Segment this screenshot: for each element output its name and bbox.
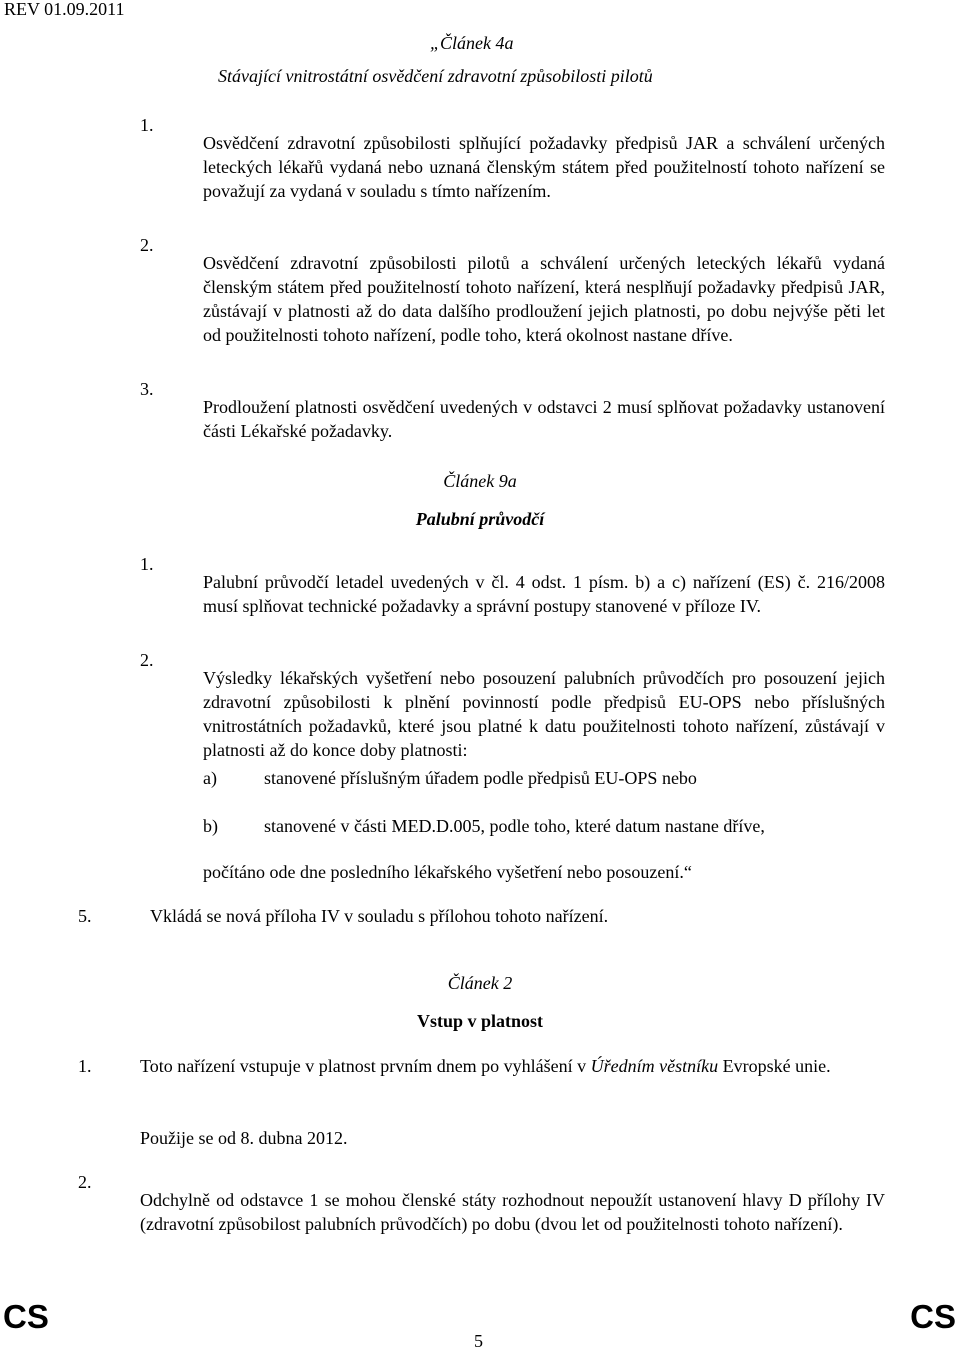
list-item xyxy=(140,113,885,221)
item-body xyxy=(140,1054,885,1078)
list-item xyxy=(78,1170,885,1254)
article-9a-heading: Článek 9a xyxy=(443,471,517,491)
article-2-title: Vstup v platnost xyxy=(416,1011,544,1031)
item-text: Výsledky lékařských vyšetření nebo posouzení palubních průvodčích pro posouzení jejich zdravotní způsobilosti k plnění povinností podle předpisů EU-OPS nebo příslušných vnitrostátních požadavků, které jsou platné k datu použitelnosti tohoto nařízení, zůstávají v platnosti až do konce doby platnosti: xyxy=(203,668,885,760)
list-item xyxy=(78,1054,885,1078)
revision-header: REV 01.09.2011 xyxy=(4,0,125,19)
closing-text: počítáno ode dne posledního lékařského vyšetření nebo posouzení.“ xyxy=(203,862,692,882)
page-number: 5 xyxy=(474,1331,483,1351)
item-text xyxy=(140,1054,885,1078)
list-item xyxy=(140,233,885,365)
item-number: 3. xyxy=(140,379,154,399)
item-text: Vkládá se nová příloha IV v souladu s přílohou tohoto nařízení. xyxy=(150,906,609,926)
list-item xyxy=(140,552,885,636)
item-number: 2. xyxy=(140,650,154,670)
sub-item-letter: b) xyxy=(203,816,218,836)
item-number: 5. xyxy=(78,906,92,926)
item-text-part: Evropské unie. xyxy=(718,1056,831,1076)
applies-from: Použije se od 8. dubna 2012. xyxy=(140,1128,348,1148)
item-number: 2. xyxy=(78,1172,92,1192)
item-number: 2. xyxy=(140,235,154,255)
list-item xyxy=(78,904,885,928)
sub-item-letter: a) xyxy=(203,768,217,788)
item-number: 1. xyxy=(140,554,154,574)
item-text: Osvědčení zdravotní způsobilosti splňující požadavky předpisů JAR a schválení určených leteckých lékařů vydaná nebo uznaná členským státem před použitelností tohoto nařízení se považují za vydaná v souladu s tímto nařízením. xyxy=(203,133,885,201)
item-number: 1. xyxy=(78,1056,92,1076)
language-code-right: CS xyxy=(910,1298,956,1335)
list-item xyxy=(140,377,885,461)
item-text: Odchylně od odstavce 1 se mohou členské státy rozhodnout nepoužít ustanovení hlavy D přílohy IV (zdravotní způsobilost palubních průvodčích) po dobu (dvou let od použitelnosti tohoto nařízení). xyxy=(140,1190,885,1234)
article-9a-title: Palubní průvodčí xyxy=(415,509,545,529)
sub-item-text: stanovené příslušným úřadem podle předpisů EU-OPS nebo xyxy=(264,768,697,788)
item-text-part: Toto nařízení vstupuje v platnost prvním dnem po vyhlášení v xyxy=(140,1056,591,1076)
item-text: Palubní průvodčí letadel uvedených v čl. 4 odst. 1 písm. b) a c) nařízení (ES) č. 216/2008 musí splňovat technické požadavky a správní postupy stanovené v příloze IV. xyxy=(203,572,885,616)
item-number: 1. xyxy=(140,115,154,135)
item-text: Osvědčení zdravotní způsobilosti pilotů a schválení určených leteckých lékařů vydaná členským státem před použitelností tohoto nařízení, která nesplňují požadavky předpisů JAR, zůstávají v platnosti až do data dalšího prodloužení jejich platnosti, po dobu nejvýše pěti let od použitelnosti tohoto nařízení, podle toho, která okolnost nastane dříve. xyxy=(203,253,885,345)
list-item xyxy=(140,648,885,780)
article-2-heading: Článek 2 xyxy=(447,973,513,993)
journal-name: Úředním věstníku xyxy=(590,1056,719,1076)
item-text: Prodloužení platnosti osvědčení uvedených v odstavci 2 musí splňovat požadavky ustanovení části Lékařské požadavky. xyxy=(203,397,885,441)
sub-item xyxy=(203,766,885,790)
sub-item xyxy=(203,814,885,838)
sub-item-text: stanovené v části MED.D.005, podle toho, které datum nastane dříve, xyxy=(264,816,765,836)
language-code-left: CS xyxy=(3,1298,49,1335)
article-4a-heading: „Článek 4a xyxy=(430,33,514,53)
article-4a-title: Stávající vnitrostátní osvědčení zdravotní způsobilosti pilotů xyxy=(218,66,653,86)
